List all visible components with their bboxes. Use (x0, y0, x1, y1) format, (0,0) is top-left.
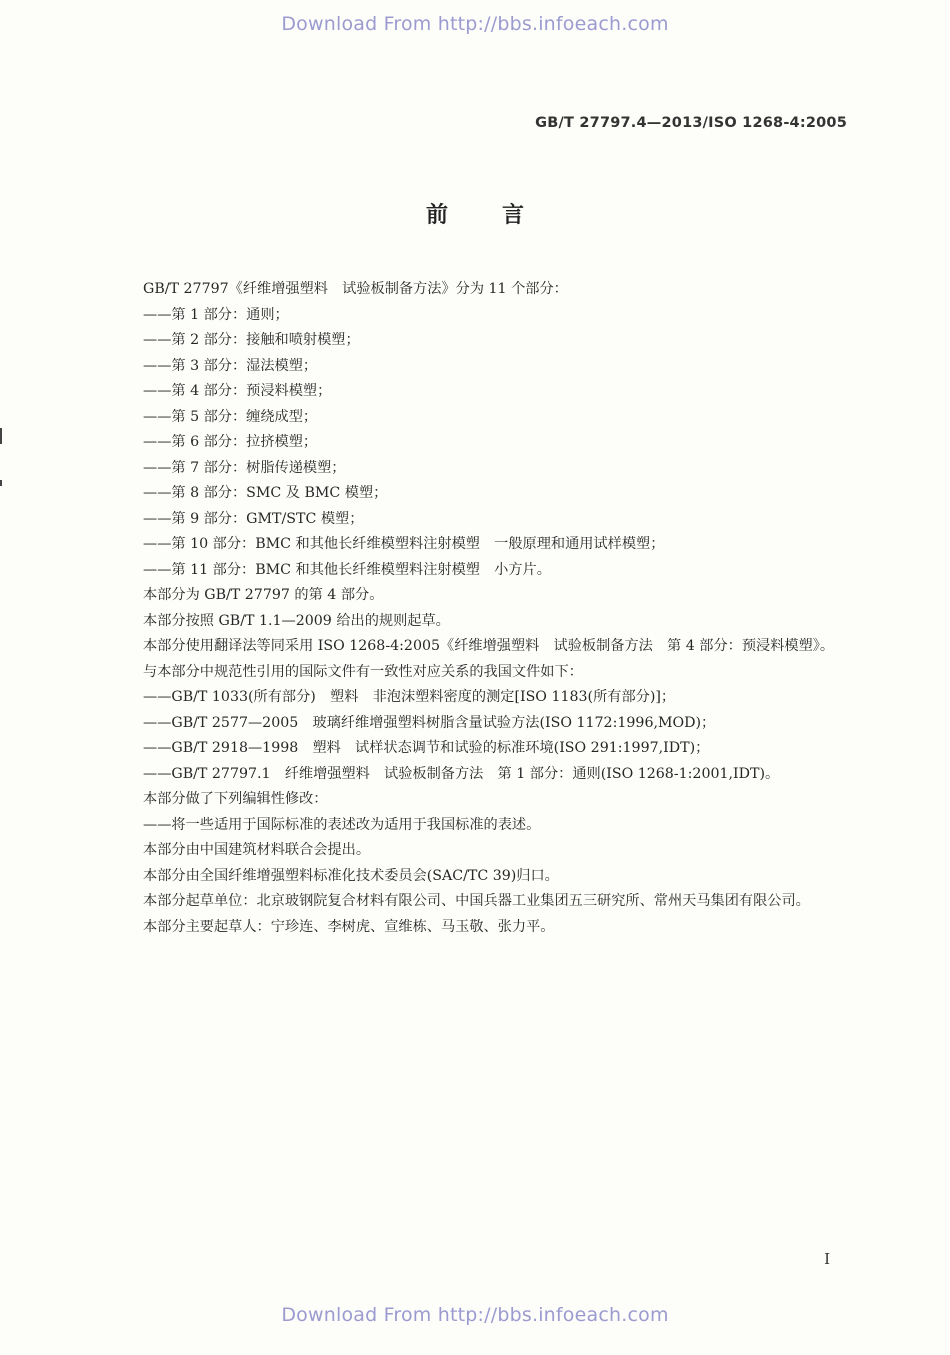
title-char-1: 前 (425, 203, 448, 228)
ref-item: ——GB/T 2577—2005 玻璃纤维增强塑料树脂含量试验方法(ISO 1172:1996,MOD)； (143, 714, 716, 731)
part-item: ——第 5 部分：缠绕成型； (143, 408, 318, 425)
ref-item: ——GB/T 27797.1 纤维增强塑料 试验板制备方法 第 1 部分：通则(ISO 1268-1:2001,IDT)。 (143, 765, 780, 782)
part-item: ——第 10 部分：BMC 和其他长纤维模塑料注射模塑 一般原理和通用试样模塑； (143, 536, 665, 552)
ref-item: ——GB/T 1033(所有部分) 塑料 非泡沫塑料密度的测定[ISO 1183(所有部分)]； (143, 689, 676, 705)
ref-item: ——GB/T 2918—1998 塑料 试样状态调节和试验的标准环境(ISO 291:1997,IDT)； (143, 740, 710, 756)
page-number: I (824, 1250, 830, 1268)
part-item: ——第 4 部分：预浸料模塑； (143, 383, 332, 399)
part-item: ——第 7 部分：树脂传递模塑； (143, 459, 346, 476)
foreword-body (110, 277, 850, 940)
standard-code: GB/T 27797.4—2013/ISO 1268-4:2005 (535, 115, 847, 131)
part-item: ——第 11 部分：BMC 和其他长纤维模塑料注射模塑 小方片。 (143, 561, 551, 578)
part-item: ——第 1 部分：通则； (143, 306, 289, 323)
para-drafting-units: 本部分起草单位：北京玻钢院复合材料有限公司、中国兵器工业集团五三研究所、常州天马集团有限公司。 (143, 893, 810, 909)
scan-margin-mark (0, 480, 2, 486)
para-part-number: 本部分为 GB/T 27797 的第 4 部分。 (143, 587, 384, 603)
para-drafters: 本部分主要起草人：宁珍连、李树虎、宣维栋、马玉敬、张力平。 (143, 918, 555, 935)
watermark-bottom: Download From http://bbs.infoeach.com (281, 1304, 669, 1326)
para-translation: 本部分使用翻译法等同采用 ISO 1268-4:2005《纤维增强塑料 试验板制备方法 第 4 部分：预浸料模塑》。 (143, 638, 835, 654)
para-drafting-rules: 本部分按照 GB/T 1.1—2009 给出的规则起草。 (143, 612, 450, 629)
edit-item: ——将一些适用于国际标准的表述改为适用于我国标准的表述。 (143, 816, 541, 833)
part-item: ——第 9 部分：GMT/STC 模塑； (143, 510, 364, 527)
part-item: ——第 8 部分：SMC 及 BMC 模塑； (143, 485, 388, 501)
scan-margin-mark (0, 428, 2, 444)
watermark-top: Download From http://bbs.infoeach.com (281, 13, 669, 35)
part-item: ——第 6 部分：拉挤模塑； (143, 434, 318, 450)
para-proposed-by: 本部分由中国建筑材料联合会提出。 (143, 842, 371, 858)
part-item: ——第 2 部分：接触和喷射模塑； (143, 332, 360, 348)
para-edit-intro: 本部分做了下列编辑性修改： (143, 791, 328, 807)
title-char-2: 言 (502, 203, 525, 228)
para-administered-by: 本部分由全国纤维增强塑料标准化技术委员会(SAC/TC 39)归口。 (143, 867, 559, 884)
para-ref-intro: 与本部分中规范性引用的国际文件有一致性对应关系的我国文件如下： (143, 663, 583, 680)
part-item: ——第 3 部分：湿法模塑； (143, 357, 318, 374)
page-title (0, 198, 950, 229)
intro-line: GB/T 27797《纤维增强塑料 试验板制备方法》分为 11 个部分： (143, 281, 568, 297)
